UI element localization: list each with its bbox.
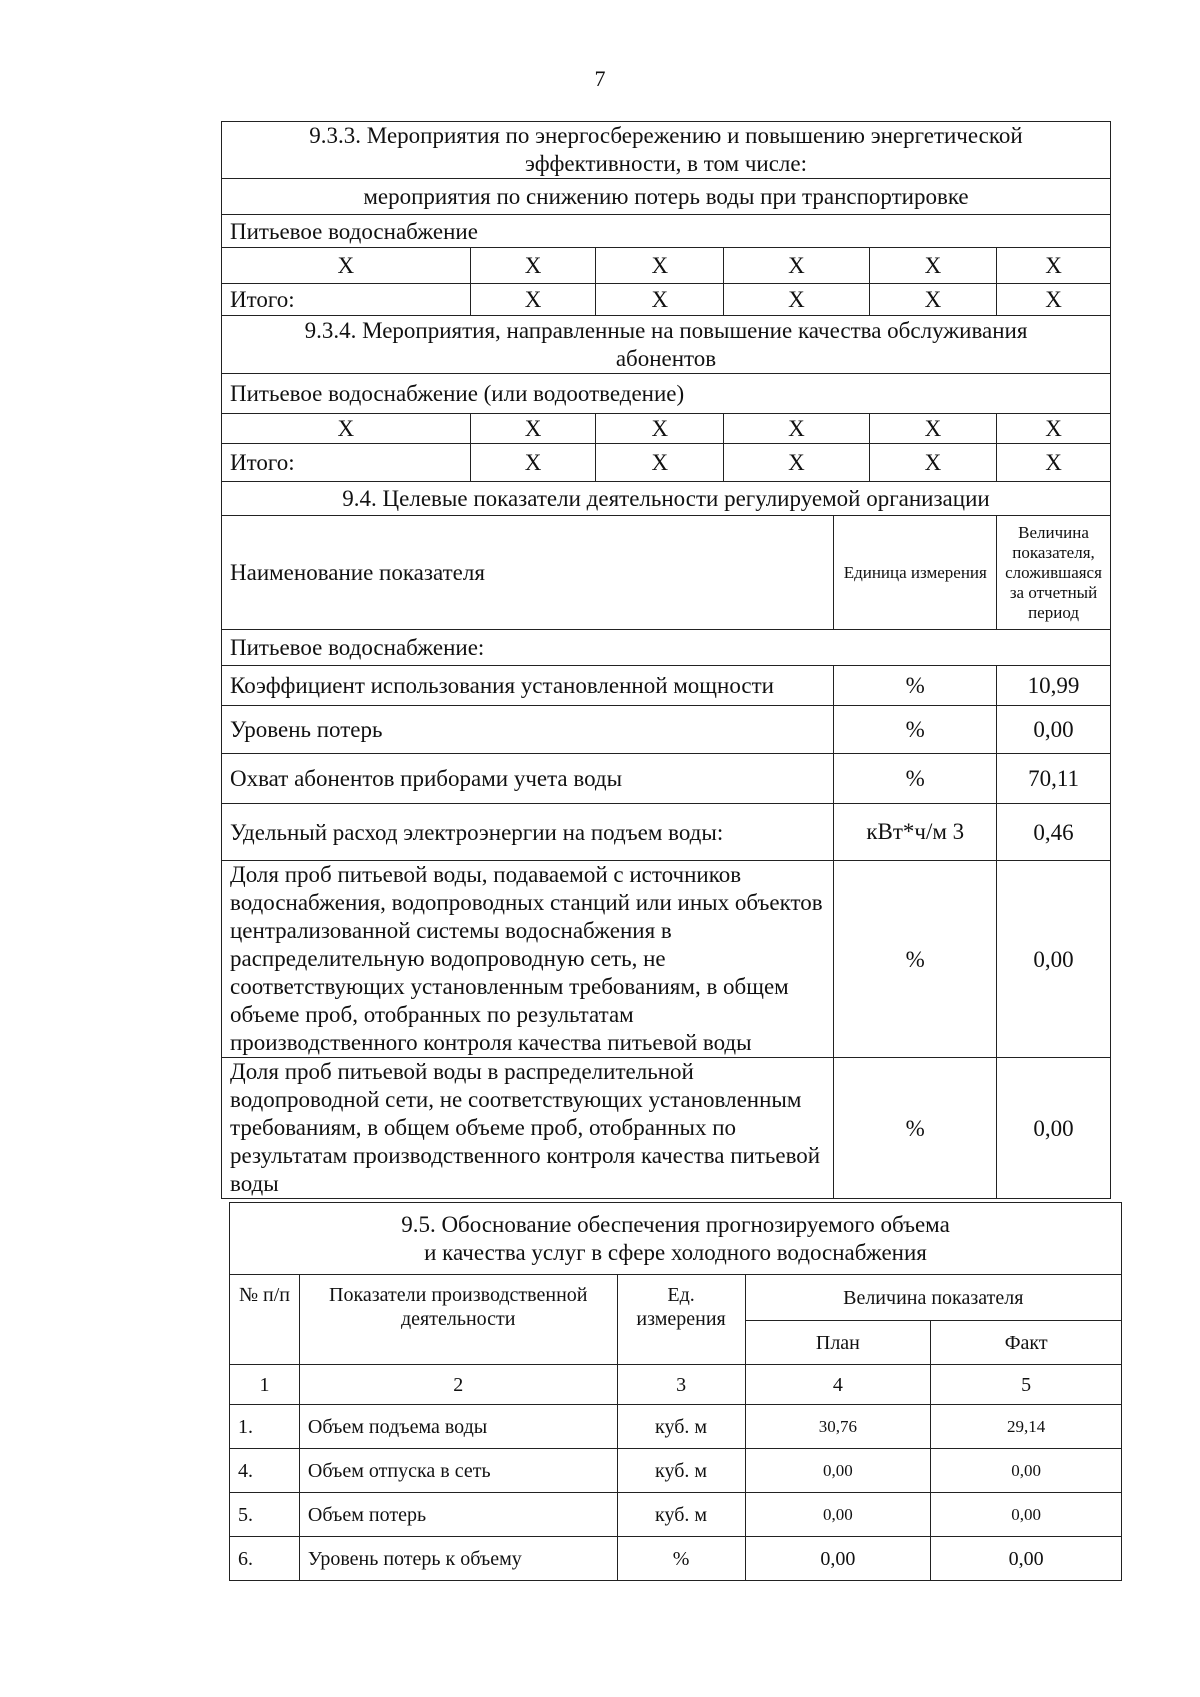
table-cell: X [997, 248, 1111, 284]
row-unit: куб. м [617, 1405, 745, 1449]
section-933-data-row [222, 248, 1111, 284]
column-number: 4 [745, 1365, 931, 1405]
indicator-value: 0,00 [997, 1058, 1111, 1199]
section-934-title-row [222, 316, 1111, 374]
section-933-group-label: Питьевое водоснабжение [222, 215, 1111, 248]
table-cell: X [869, 444, 996, 482]
row-num: 1. [230, 1405, 300, 1449]
row-num: 6. [230, 1537, 300, 1581]
indicators-table [221, 121, 1111, 1199]
section-94-header-row [222, 516, 1111, 630]
row-fact: 0,00 [931, 1537, 1122, 1581]
header-fact: Факт [931, 1321, 1122, 1365]
header-num: № п/п [230, 1275, 300, 1365]
table-row [222, 666, 1111, 706]
row-plan: 30,76 [745, 1405, 931, 1449]
row-name: Объем отпуска в сеть [299, 1449, 617, 1493]
section-934-group-label: Питьевое водоснабжение (или водоотведение) [222, 374, 1111, 414]
header-plan: План [745, 1321, 931, 1365]
section-94-group-label: Питьевое водоснабжение: [222, 630, 1111, 666]
table-cell: X [869, 284, 996, 316]
section-95-header-row [230, 1275, 1122, 1321]
table-row [222, 1058, 1111, 1199]
table-cell: X [222, 248, 471, 284]
table-cell: X [724, 284, 869, 316]
table-cell: X [470, 414, 596, 444]
indicator-name: Коэффициент использования установленной мощности [222, 666, 834, 706]
indicator-name: Доля проб питьевой воды в распределительной водопроводной сети, не соответствующих установленным требованиям, в общем объеме проб, отобранных по результатам производственного контроля качества питьевой воды [222, 1058, 834, 1199]
section-94-title: 9.4. Целевые показатели деятельности регулируемой организации [222, 482, 1111, 516]
row-name: Уровень потерь к объему [299, 1537, 617, 1581]
row-fact: 0,00 [931, 1449, 1122, 1493]
row-fact: 29,14 [931, 1405, 1122, 1449]
indicator-unit: % [834, 861, 997, 1058]
table-row [222, 706, 1111, 754]
row-unit: куб. м [617, 1493, 745, 1537]
table-row [230, 1493, 1122, 1537]
header-value: Величина показателя, сложившаяся за отчетный период [997, 516, 1111, 630]
table-cell: X [869, 414, 996, 444]
table-cell: X [869, 248, 996, 284]
indicator-unit: % [834, 666, 997, 706]
forecast-table [229, 1202, 1122, 1581]
table-cell: X [596, 414, 724, 444]
column-number: 3 [617, 1365, 745, 1405]
header-name: Наименование показателя [222, 516, 834, 630]
indicator-name: Охват абонентов приборами учета воды [222, 754, 834, 804]
row-num: 4. [230, 1449, 300, 1493]
section-933-group-row [222, 215, 1111, 248]
header-unit: Ед. измерения [617, 1275, 745, 1365]
table-row [230, 1405, 1122, 1449]
table-cell: X [596, 444, 724, 482]
table-cell: X [997, 414, 1111, 444]
row-plan: 0,00 [745, 1493, 931, 1537]
header-unit: Единица измерения [834, 516, 997, 630]
table-cell: X [470, 284, 596, 316]
table-row [230, 1537, 1122, 1581]
row-plan: 0,00 [745, 1537, 931, 1581]
table-cell: X [596, 248, 724, 284]
section-934-group-row [222, 374, 1111, 414]
table-cell: X [470, 444, 596, 482]
table-row [230, 1449, 1122, 1493]
indicator-unit: кВт*ч/м 3 [834, 804, 997, 861]
header-value: Величина показателя [745, 1275, 1121, 1321]
table-row [222, 861, 1111, 1058]
row-unit: куб. м [617, 1449, 745, 1493]
indicator-unit: % [834, 754, 997, 804]
table-cell: X [470, 248, 596, 284]
section-933-total-row [222, 284, 1111, 316]
row-fact: 0,00 [931, 1493, 1122, 1537]
section-934-title: 9.3.4. Мероприятия, направленные на повышение качества обслуживания абонентов [222, 316, 1111, 374]
section-94-group-row [222, 630, 1111, 666]
indicator-name: Доля проб питьевой воды, подаваемой с источников водоснабжения, водопроводных станций или иных объектов централизованной системы водоснабжения в распределительную водопроводную сеть, не соответствующих установленным требованиям, в общем объеме проб, отобранных по результатам производственного контроля качества питьевой воды [222, 861, 834, 1058]
indicator-unit: % [834, 1058, 997, 1199]
column-numbers-row [230, 1365, 1122, 1405]
total-label: Итого: [222, 444, 471, 482]
column-number: 1 [230, 1365, 300, 1405]
indicator-unit: % [834, 706, 997, 754]
indicator-value: 0,00 [997, 706, 1111, 754]
table-cell: X [997, 284, 1111, 316]
page-number: 7 [594, 66, 606, 91]
indicator-value: 0,00 [997, 861, 1111, 1058]
section-934-data-row [222, 414, 1111, 444]
table-cell: X [724, 414, 869, 444]
column-number: 2 [299, 1365, 617, 1405]
total-label: Итого: [222, 284, 471, 316]
indicator-value: 0,46 [997, 804, 1111, 861]
row-plan: 0,00 [745, 1449, 931, 1493]
indicator-name: Уровень потерь [222, 706, 834, 754]
table-cell: X [997, 444, 1111, 482]
column-number: 5 [931, 1365, 1122, 1405]
section-94-title-row [222, 482, 1111, 516]
section-933-subtitle: мероприятия по снижению потерь воды при транспортировке [222, 179, 1111, 215]
row-unit: % [617, 1537, 745, 1581]
indicator-name: Удельный расход электроэнергии на подъем воды: [222, 804, 834, 861]
section-933-subtitle-row [222, 179, 1111, 215]
indicator-value: 70,11 [997, 754, 1111, 804]
indicator-value: 10,99 [997, 666, 1111, 706]
section-933-title: 9.3.3. Мероприятия по энергосбережению и повышению энергетической эффективности, в том числе: [222, 122, 1111, 179]
table-row [222, 804, 1111, 861]
table-cell: X [222, 414, 471, 444]
table-cell: X [724, 248, 869, 284]
row-name: Объем потерь [299, 1493, 617, 1537]
table-row [222, 754, 1111, 804]
section-934-total-row [222, 444, 1111, 482]
section-95-title-row [230, 1203, 1122, 1275]
row-name: Объем подъема воды [299, 1405, 617, 1449]
section-933-title-row [222, 122, 1111, 179]
section-95-title: 9.5. Обоснование обеспечения прогнозируемого объема и качества услуг в сфере холодного водоснабжения [230, 1203, 1122, 1275]
table-cell: X [596, 284, 724, 316]
table-cell: X [724, 444, 869, 482]
header-indicator: Показатели производственной деятельности [299, 1275, 617, 1365]
row-num: 5. [230, 1493, 300, 1537]
